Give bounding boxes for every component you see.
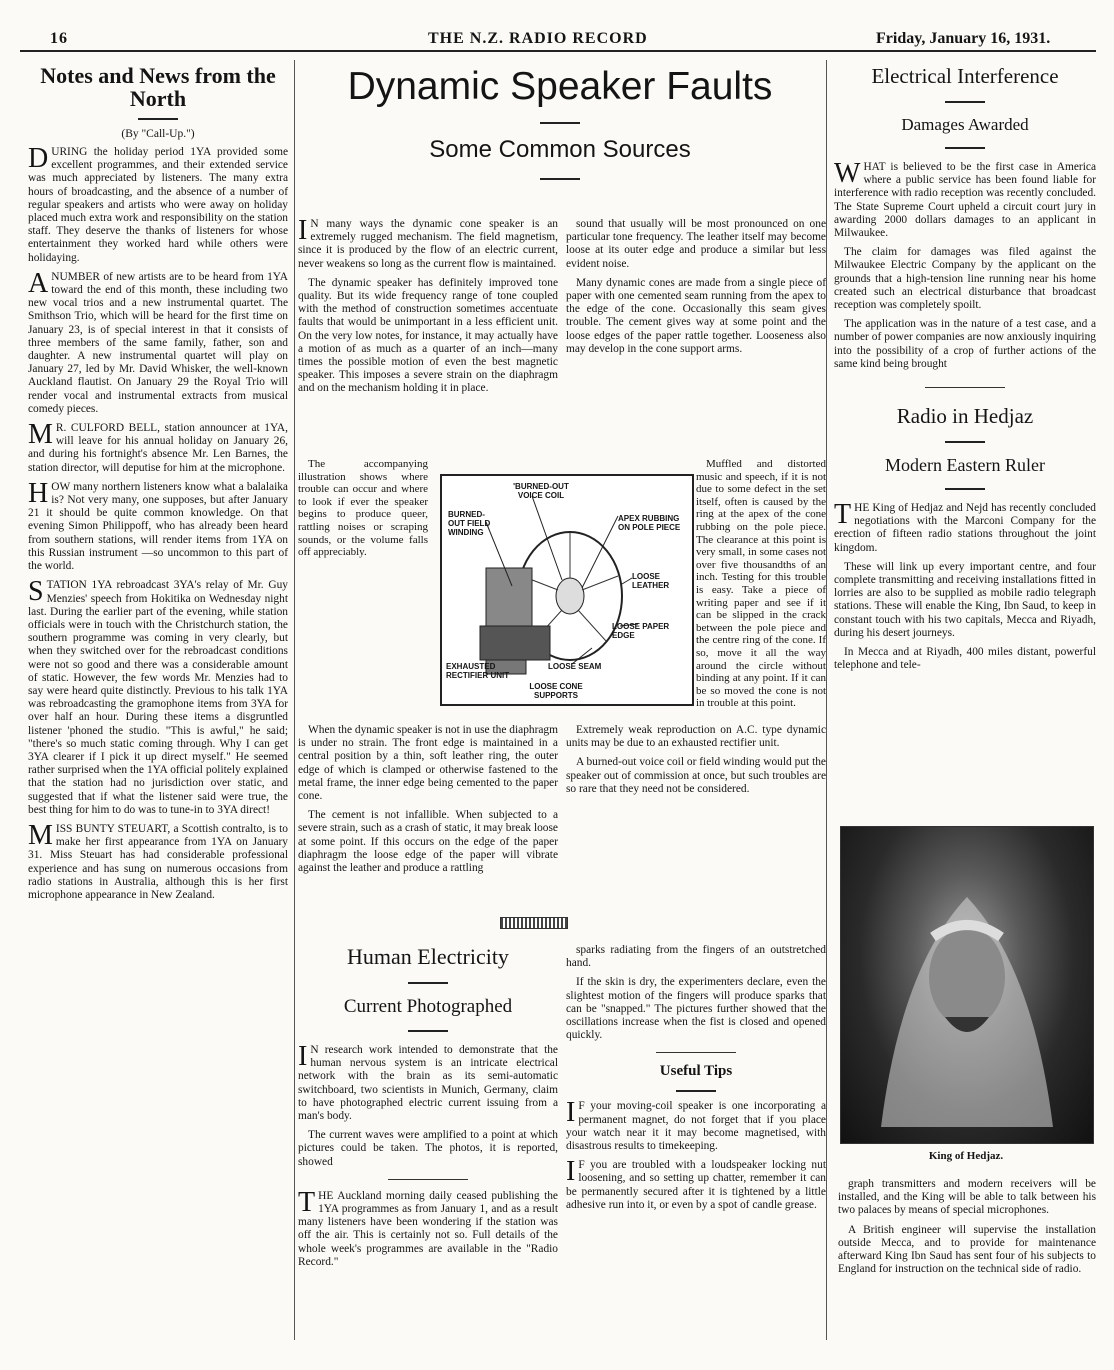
- paragraph: [28, 819, 288, 902]
- publication-title: THE N.Z. RADIO RECORD: [428, 30, 648, 47]
- paragraph: [834, 158, 1096, 240]
- paragraph-text: sparks radiating from the fingers of an outstretched hand.: [566, 944, 826, 970]
- paragraph: [834, 646, 1096, 672]
- subtitle-separator: [945, 147, 985, 149]
- hedjaz-subtitle: Modern Eastern Ruler: [885, 455, 1045, 476]
- label-rectifier: EXHAUSTED RECTIFIER UNIT: [446, 662, 510, 680]
- page-number: 16: [50, 30, 68, 47]
- paragraph-text: The application was in the nature of a test case, and a number of power companies are now anxiously inquiring into the possibility of a crop of further actions of the same kind being brought: [834, 318, 1096, 370]
- paragraph-text: In Mecca and at Riyadh, 400 miles distant, powerful telephone and tele-: [834, 646, 1096, 672]
- ornament-divider: [500, 917, 568, 929]
- auckland-notice: [298, 1186, 558, 1269]
- paragraph-text: F your moving-coil speaker is one incorporating a permanent magnet, do not forget that if you place your watch near it it may become magnetised, with disastrous results to timekeeping.: [566, 1100, 826, 1153]
- drop-cap: I: [566, 1097, 576, 1129]
- paragraph: [298, 277, 558, 396]
- dynamic-left-bottom: [298, 724, 558, 881]
- dynamic-body-left-top: [298, 215, 558, 396]
- paragraph-text: N many ways the dynamic cone speaker is an extremely rugged mechanism. The field magnetism, since it is produced by the flow of an electric current, never weakens so long as the current flow is maintained.: [298, 218, 558, 270]
- tips-title: Useful Tips: [659, 1063, 733, 1080]
- paragraph: [834, 318, 1096, 371]
- elec-subtitle: Damages Awarded: [901, 115, 1029, 134]
- paragraph-text: graph transmitters and modern receivers will be installed, and the King will be able to talk between his two palaces by means of special microphones.: [838, 1178, 1096, 1217]
- paragraph-text: The cement is not infallible. When subjected to a severe strain, such as a crash of static, it may break loose at some point. If this occurs on the edge of the paper diaphragm the loose edge of the paper will vibrate against the leather and produce a rattling: [298, 809, 558, 875]
- paragraph-text: Muffled and distorted music and speech, if it is not due to some defect in the set itself, often is caused by the ring at the apex of the cone rubbing on the pole piece. The clearance at this point is very small, in some cases not over five thousandths of an inch. Testing for this trouble is easy. Take a piece of writing paper and see if it can be slipped in the crack between the pole piece and the centre ring of the cone. If so, move it all the way around the circle without binding at any point. If it can be so moved the cone is not in trouble at this point.: [696, 458, 826, 710]
- article-separator: [388, 1179, 468, 1180]
- dynamic-title: Dynamic Speaker Faults: [347, 65, 773, 108]
- paragraph-text: A British engineer will supervise the installation outside Mecca, and to provide for maintenance afterward King Ibn Saud has sent four of his subjects to England for instruction on the technical side of radio.: [838, 1223, 1096, 1276]
- paragraph: [838, 1178, 1096, 1218]
- human-body-left: [298, 1041, 558, 1169]
- paragraph: [566, 944, 826, 970]
- column-rule-2: [826, 60, 827, 1340]
- paragraph-text: These will link up every important centre, and four complete transmitting and receiving installations fitted in lorries are also to be supplied as mobile radio telegraph stations. These will enable the King, Ibn Saud, to keep in constant touch with his two capitals, Mecca and Riyadh, during his desert journeys.: [834, 560, 1096, 639]
- paragraph: [298, 1041, 558, 1123]
- paragraph-text: The current waves were amplified to a point at which pictures could be taken. The photos, it is reported, showed: [298, 1129, 558, 1168]
- dynamic-left-column: [298, 215, 558, 402]
- paragraph: [298, 724, 558, 803]
- article-separator: [925, 387, 1005, 388]
- north-news-body: [28, 143, 288, 902]
- dynamic-body-left-mid: [298, 458, 428, 559]
- paragraph-text: OW many northern listeners know what a balalaika is? Not very many, one supposes, but after January 21 it should be quite common knowledge. On that evening Simon Philippoff, who has already been heard from southern stations, will render items from 1YA on this Russian instrument —so uncommon to this part of the world.: [28, 480, 288, 573]
- paragraph: [298, 1129, 558, 1169]
- paragraph-text: HE Auckland morning daily ceased publishing the 1YA programmes as from January 1, and as a result many listeners have been wondering if the station was off the air. This is certainly not so. Full details of the whole week's programmes are available in the "Radio Record.": [298, 1189, 558, 1268]
- label-apex: APEX RUBBING ON POLE PIECE: [618, 514, 681, 532]
- electrical-interference-article: [834, 64, 1096, 678]
- paragraph: [28, 477, 288, 573]
- drop-cap: I: [298, 215, 308, 246]
- dynamic-body-right-mid: [696, 458, 826, 710]
- label-paper-edge: LOOSE PAPER EDGE: [612, 622, 670, 640]
- elec-body: [834, 158, 1096, 371]
- drop-cap: I: [298, 1041, 308, 1072]
- speaker-diagram: [440, 474, 694, 706]
- elec-title: Electrical Interference: [871, 64, 1059, 88]
- photo-caption: King of Hedjaz.: [928, 1150, 1004, 1162]
- hedjaz-continued: [838, 1178, 1096, 1282]
- paragraph-text: TATION 1YA rebroadcast 3YA's relay of Mr. Guy Menzies' speech from Hokitika on Wednesday night last. During the earlier part of the evening, while station officials were in touch with the Christchurch station, the southern programme was coming in very clearly, but when they switched over for the rebroadcast conditions were not so good and there was a considerable amount of static. However, the few words Mr. Menzies had to say were heard quite distinctly. Previous to his talk 1YA was rebroadcasting the gramophone items from 3YA for over half an hour. During these items a disgruntled listener 'phoned the studio. "This is awful," he said; "there's so much static coming through. Why I can get 3YA clearer if I pick it up direct myself." He seemed rather surprised when the 1YA official politely explained that the station had no jurisdiction over static, and suggested that if what the listener said were true, the best thing for him to do was to tune-in to 3YA direct!: [28, 579, 288, 816]
- hedjaz-body-continued: [838, 1178, 1096, 1276]
- byline: (By "Call-Up."): [121, 128, 195, 140]
- paragraph-text: HAT is believed to be the first case in America where a public service has been found liable for interference with radio reception was recently concluded. The State Supreme Court upheld a circuit court jury in awarding 2000 dollars damages to an applicant in Milwaukee.: [834, 161, 1096, 240]
- title-separator: [540, 122, 580, 124]
- paragraph: [566, 218, 826, 271]
- dynamic-narrow-right: [696, 458, 826, 716]
- paragraph: [566, 976, 826, 1042]
- paragraph-text: ISS BUNTY STEUART, a Scottish contralto, is to make her first appearance from 1YA on January 31. Miss Steuart has had considerable professional experience and has sung on numerous occasions from radio stations in Australia, although this is her first microphone appearance in New Zealand.: [28, 822, 288, 901]
- paragraph-text: NUMBER of new artists are to be heard from 1YA toward the end of this month, these including two new vocal trios and a new instrumental quartet. The Smithson Trio, which will be heard for the first time on January 23, is of special interest in that it consists of three members of the same family, father, son and daughter. A new instrumental quartet will play on January 27, led by Mr. David Whisker, the well-known Auckland flautist. On January 29 the Royal Trio will render vocal and instrumental extracts from musical comedy pieces.: [28, 270, 288, 415]
- dynamic-speaker-heading: [300, 64, 820, 194]
- dynamic-subtitle: Some Common Sources: [429, 136, 691, 163]
- paragraph-text: Extremely weak reproduction on A.C. type dynamic units may be due to an exhausted rectifier unit.: [566, 724, 826, 750]
- paragraph-text: A burned-out voice coil or field winding would put the speaker out of commission at once, but such troubles are so rare that they need not be considered.: [566, 756, 826, 795]
- paragraph-text: The accompanying illustration shows where trouble can occur and where to look if ever the speaker begins to produce queer, rattling noises or scraping sounds, or the volume falls off appreciably.: [298, 458, 428, 559]
- human-electricity-right: [566, 944, 826, 1218]
- dynamic-body-right-top: [566, 218, 826, 356]
- paragraph-text: If the skin is dry, the experimenters declare, even the slightest motion of the fingers will produce sparks that can be "snapped." The pictures further showed that the oscillations increase when the fist is closed and opened quickly.: [566, 976, 826, 1042]
- paragraph: [298, 809, 558, 875]
- hedjaz-title: Radio in Hedjaz: [896, 404, 1034, 429]
- paragraph-text: HE King of Hedjaz and Nejd has recently concluded negotiations with the Marconi Company for the erection of fifteen radio stations throughout the joint kingdom.: [834, 502, 1096, 554]
- column-rule-1: [294, 60, 295, 1340]
- human-title: Human Electricity: [347, 944, 509, 969]
- paragraph-text: R. CULFORD BELL, station announcer at 1YA, will leave for his annual holiday on January 26, and during his fortnight's absence Mr. Len Barnes, the station director, will deputise for him at the microphone.: [28, 422, 288, 474]
- hedjaz-body: [834, 499, 1096, 672]
- paragraph: [566, 1156, 826, 1212]
- portrait-illustration: [841, 827, 1093, 1143]
- dynamic-right-bottom: [566, 724, 826, 802]
- subtitle-separator: [540, 178, 580, 180]
- dynamic-body-left-bottom: [298, 724, 558, 875]
- paragraph-text: F you are troubled with a loudspeaker locking nut loosening, and so setting up chatter, remember it can be permanently secured after it is tightened by a little adhesive run into it, or even by a spot of candle grease.: [566, 1159, 826, 1211]
- paragraph: [28, 419, 288, 475]
- north-news-article: [28, 64, 288, 908]
- subtitle-separator: [945, 488, 985, 490]
- title-separator: [945, 101, 985, 103]
- paragraph-text: URING the holiday period 1YA provided some excellent programmes, and their extended service was much appreciated by listeners. The many extra hours of broadcasting, and the absence of a number of regular speakers and artists who were away on holiday placed much extra work and responsibility on the station staff. They deserve the thanks of listeners for whose entertainment they worked hard while others were holidaying.: [28, 146, 288, 264]
- paragraph: [834, 246, 1096, 312]
- paragraph: [298, 1186, 558, 1269]
- drop-cap: T: [298, 1186, 316, 1218]
- human-electricity-article: [298, 944, 558, 1275]
- title-separator: [945, 441, 985, 443]
- issue-date: Friday, January 16, 1931.: [876, 30, 1051, 47]
- paragraph: [834, 499, 1096, 555]
- drop-cap: H: [28, 477, 49, 509]
- drop-cap: A: [28, 267, 49, 299]
- paragraph-text: When the dynamic speaker is not in use the diaphragm is under no strain. The front edge is maintained in a central position by a thin, soft leather ring, the outer edge of which is clamped or otherwise fastened to the metal frame, the inner edge being cemented to the paper cone.: [298, 724, 558, 803]
- paragraph-text: N research work intended to demonstrate that the human nervous system is an intricate electrical network with the brain as its semi-automatic switchboard, two scientists in Munich, Germany, claim to have photographed electric current issuing from a man's body.: [298, 1044, 558, 1123]
- paragraph: [28, 267, 288, 416]
- label-loose-leather: LOOSE LEATHER: [632, 572, 670, 590]
- header-rule: [20, 50, 1096, 52]
- human-subtitle: Current Photographed: [343, 996, 513, 1017]
- subtitle-separator: [408, 1030, 448, 1032]
- paragraph: [28, 576, 288, 817]
- drop-cap: W: [834, 158, 861, 189]
- human-body-right: [566, 944, 826, 1042]
- drop-cap: T: [834, 499, 852, 531]
- dynamic-body-right-bottom: [566, 724, 826, 796]
- label-cone-supports: LOOSE CONE SUPPORTS: [529, 682, 583, 700]
- drop-cap: M: [28, 819, 53, 851]
- drop-cap: S: [28, 576, 44, 608]
- title-separator: [138, 118, 178, 120]
- paragraph-text: The claim for damages was filed against the Milwaukee Electric Company by the applicant on the grounds that a high-tension line running near his home created such an electrical disturbance that broadcast reception was completely spoilt.: [834, 246, 1096, 312]
- dynamic-narrow-left: [298, 458, 428, 565]
- label-voice-coil: 'BURNED-OUT VOICE COIL: [513, 482, 569, 500]
- label-loose-seam: LOOSE SEAM: [548, 662, 602, 671]
- drop-cap: I: [566, 1156, 576, 1188]
- title-separator: [408, 982, 448, 984]
- paragraph: [566, 277, 826, 356]
- article-separator: [656, 1052, 736, 1053]
- paragraph: [28, 143, 288, 265]
- dynamic-right-column: [566, 218, 826, 362]
- tips-separator: [676, 1090, 716, 1092]
- paragraph: [298, 215, 558, 271]
- label-field-winding: BURNED-OUT FIELD WINDING: [448, 510, 491, 537]
- paragraph: [566, 724, 826, 750]
- paragraph: [298, 458, 428, 559]
- paragraph: [696, 458, 826, 710]
- paragraph-text: Many dynamic cones are made from a single piece of paper with one cemented seam running from the apex to the edge of the cone. Occasionally this seam gives trouble. The cement gives way at some point and the loose edges of the paper rattle together. Looseness also may develop in the cone support arms.: [566, 276, 826, 355]
- drop-cap: D: [28, 143, 49, 174]
- tips-body: [566, 1097, 826, 1212]
- drop-cap: M: [28, 419, 53, 451]
- paragraph: [566, 756, 826, 796]
- north-news-title: Notes and News from the North: [40, 63, 276, 111]
- king-portrait-photo: [840, 826, 1094, 1144]
- paragraph: [838, 1224, 1096, 1277]
- paragraph-text: The dynamic speaker has definitely improved tone quality. But its wide frequency range of tone coupled with the method of construction sometimes accentuate faults that would be unimportant in a less efficient unit. On the very low notes, for instance, it may actually have a motion of as much as a quarter of an inch—many times the possible motion of even the best magnetic speaker. This imposes a severe strain on the diaphragm and on the mechanism holding it in place.: [298, 276, 558, 395]
- paragraph: [834, 561, 1096, 640]
- paragraph-text: sound that usually will be most pronounced on one particular tone frequency. The leather itself may become loose at its outer edge and produce a similar but less evident noise.: [566, 218, 826, 270]
- paragraph: [566, 1097, 826, 1153]
